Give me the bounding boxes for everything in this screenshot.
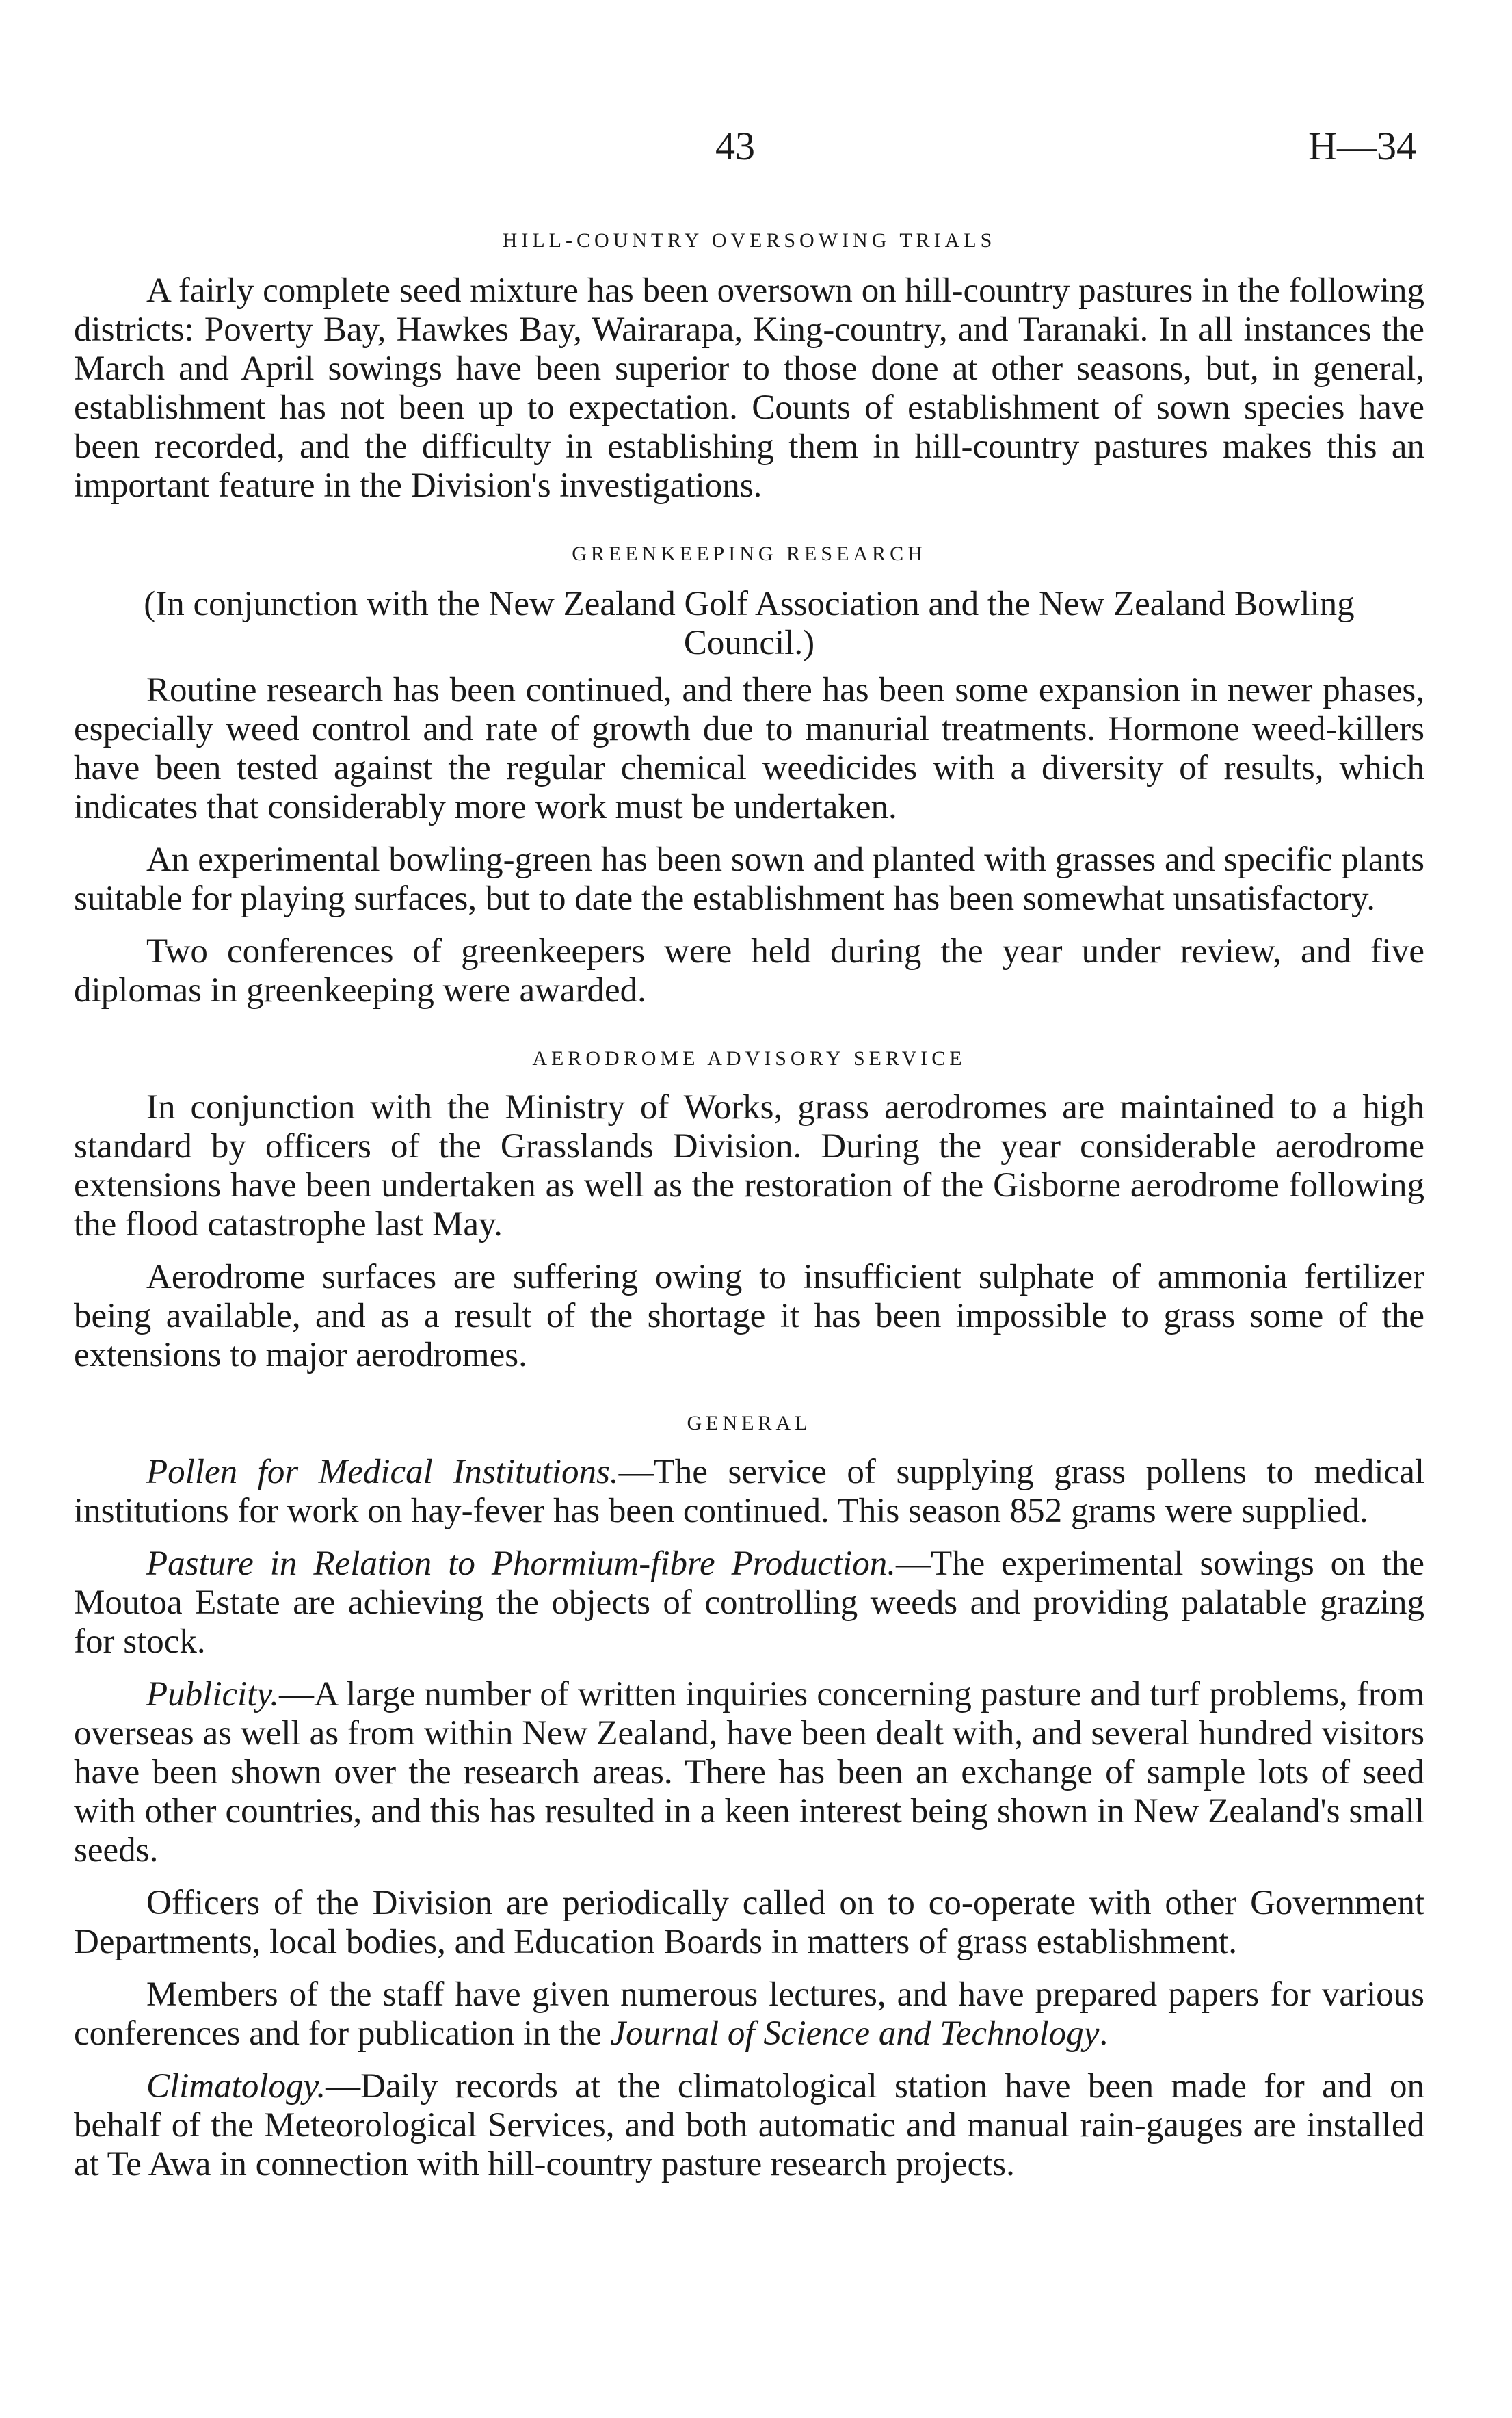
publicity-title: Publicity. (146, 1675, 280, 1713)
paragraph-pollen (74, 1453, 1424, 1531)
paragraph-members (74, 1975, 1424, 2053)
pollen-text: —The service of supplying grass pollens to medical institutions for work on hay-fever has been continued. This season 852 grams were supplied. (74, 1453, 1425, 1530)
section-hill-country (74, 229, 1424, 505)
greenkeeping-note: (In conjunction with the New Zealand Golf Association and the New Zealand Bowling Council.) (144, 585, 1355, 662)
pollen-title: Pollen for Medical Institutions. (146, 1453, 619, 1491)
section-greenkeeping (74, 542, 1424, 1010)
section-general (74, 1412, 1424, 2184)
document-reference: H—34 (1308, 124, 1416, 168)
section-heading-hill-country: HILL-COUNTRY OVERSOWING TRIALS (502, 229, 996, 252)
climatology-text: —Daily records at the climatological station have been made for and on behalf of the Meteorological Services, and both automatic and manual rain-gauges are installed at Te Awa in connection with hill-country pasture research projects. (74, 2067, 1424, 2183)
section-heading-greenkeeping: GREENKEEPING RESEARCH (572, 542, 927, 565)
paragraph-officers: Officers of the Division are periodically called on to co-operate with other Government Departments, local bodies, and Education Boards in matters of grass establishment. (74, 1884, 1424, 1961)
section-heading-aerodrome: AERODROME ADVISORY SERVICE (532, 1047, 966, 1070)
paragraph-aerodrome-ministry: In conjunction with the Ministry of Works, grass aerodromes are maintained to a high standard by officers of the Grasslands Division. During the year considerable aerodrome extensions have been undertaken as well as the restoration of the Gisborne aerodrome following the flood catastrophe last May. (74, 1088, 1424, 1244)
climatology-title: Climatology. (146, 2067, 326, 2105)
paragraph-greenkeeping-routine: Routine research has been continued, and there has been some expansion in newer phases, especially weed control and rate of growth due to manurial treatments. Hormone weed-killers have been tested against the regular chemical weedicides with a diversity of results, which indicates that considerably more work must be undertaken. (74, 671, 1424, 826)
section-aerodrome (74, 1047, 1424, 1375)
pasture-text: —The experimental sowings on the Moutoa Estate are achieving the objects of controlling weeds and providing palatable grazing for stock. (74, 1545, 1424, 1661)
running-head (0, 123, 1512, 178)
paragraph-pasture (74, 1545, 1424, 1661)
paragraph-publicity (74, 1675, 1424, 1870)
section-heading-general: GENERAL (687, 1412, 812, 1434)
paragraph-greenkeeping-bowling-green: An experimental bowling-green has been sown and planted with grasses and specific plants suitable for playing surfaces, but to date the establishment has been somewhat unsatisfactory. (74, 841, 1424, 918)
publicity-text: —A large number of written inquiries concerning pasture and turf problems, from overseas as well as from within New Zealand, have been dealt with, and several hundred visitors have been shown over the research areas. There has been an exchange of sample lots of seed with other countries, and this has resulted in a keen interest being shown in New Zealand's small seeds. (74, 1675, 1424, 1869)
journal-title: Journal of Science and Technology (610, 2014, 1100, 2053)
pasture-title: Pasture in Relation to Phormium-fibre Production. (146, 1545, 896, 1583)
paragraph-aerodrome-surfaces: Aerodrome surfaces are suffering owing to insufficient sulphate of ammonia fertilizer being available, and as a result of the shortage it has been impossible to grass some of the extensions to major aerodromes. (74, 1258, 1424, 1374)
members-text-end: . (1099, 2014, 1109, 2053)
paragraph-greenkeeping-conferences: Two conferences of greenkeepers were held during the year under review, and five diplomas in greenkeeping were awarded. (74, 932, 1424, 1010)
paragraph-climatology (74, 2067, 1424, 2184)
members-text: Members of the staff have given numerous lectures, and have prepared papers for various conferences and for publication in the (74, 1975, 1424, 2053)
page-number: 43 (715, 124, 755, 168)
body-column (74, 229, 1424, 2184)
paragraph-hill-country: A fairly complete seed mixture has been oversown on hill-country pastures in the following districts: Poverty Bay, Hawkes Bay, Wairarapa, King-country, and Taranaki. In all instances the March and April sowings have been superior to those done at other seasons, but, in general, establishment has not been up to expectation. Counts of establishment of sown species have been recorded, and the difficulty in establishing them in hill-country pastures makes this an important feature in the Division's investigations. (74, 272, 1424, 505)
